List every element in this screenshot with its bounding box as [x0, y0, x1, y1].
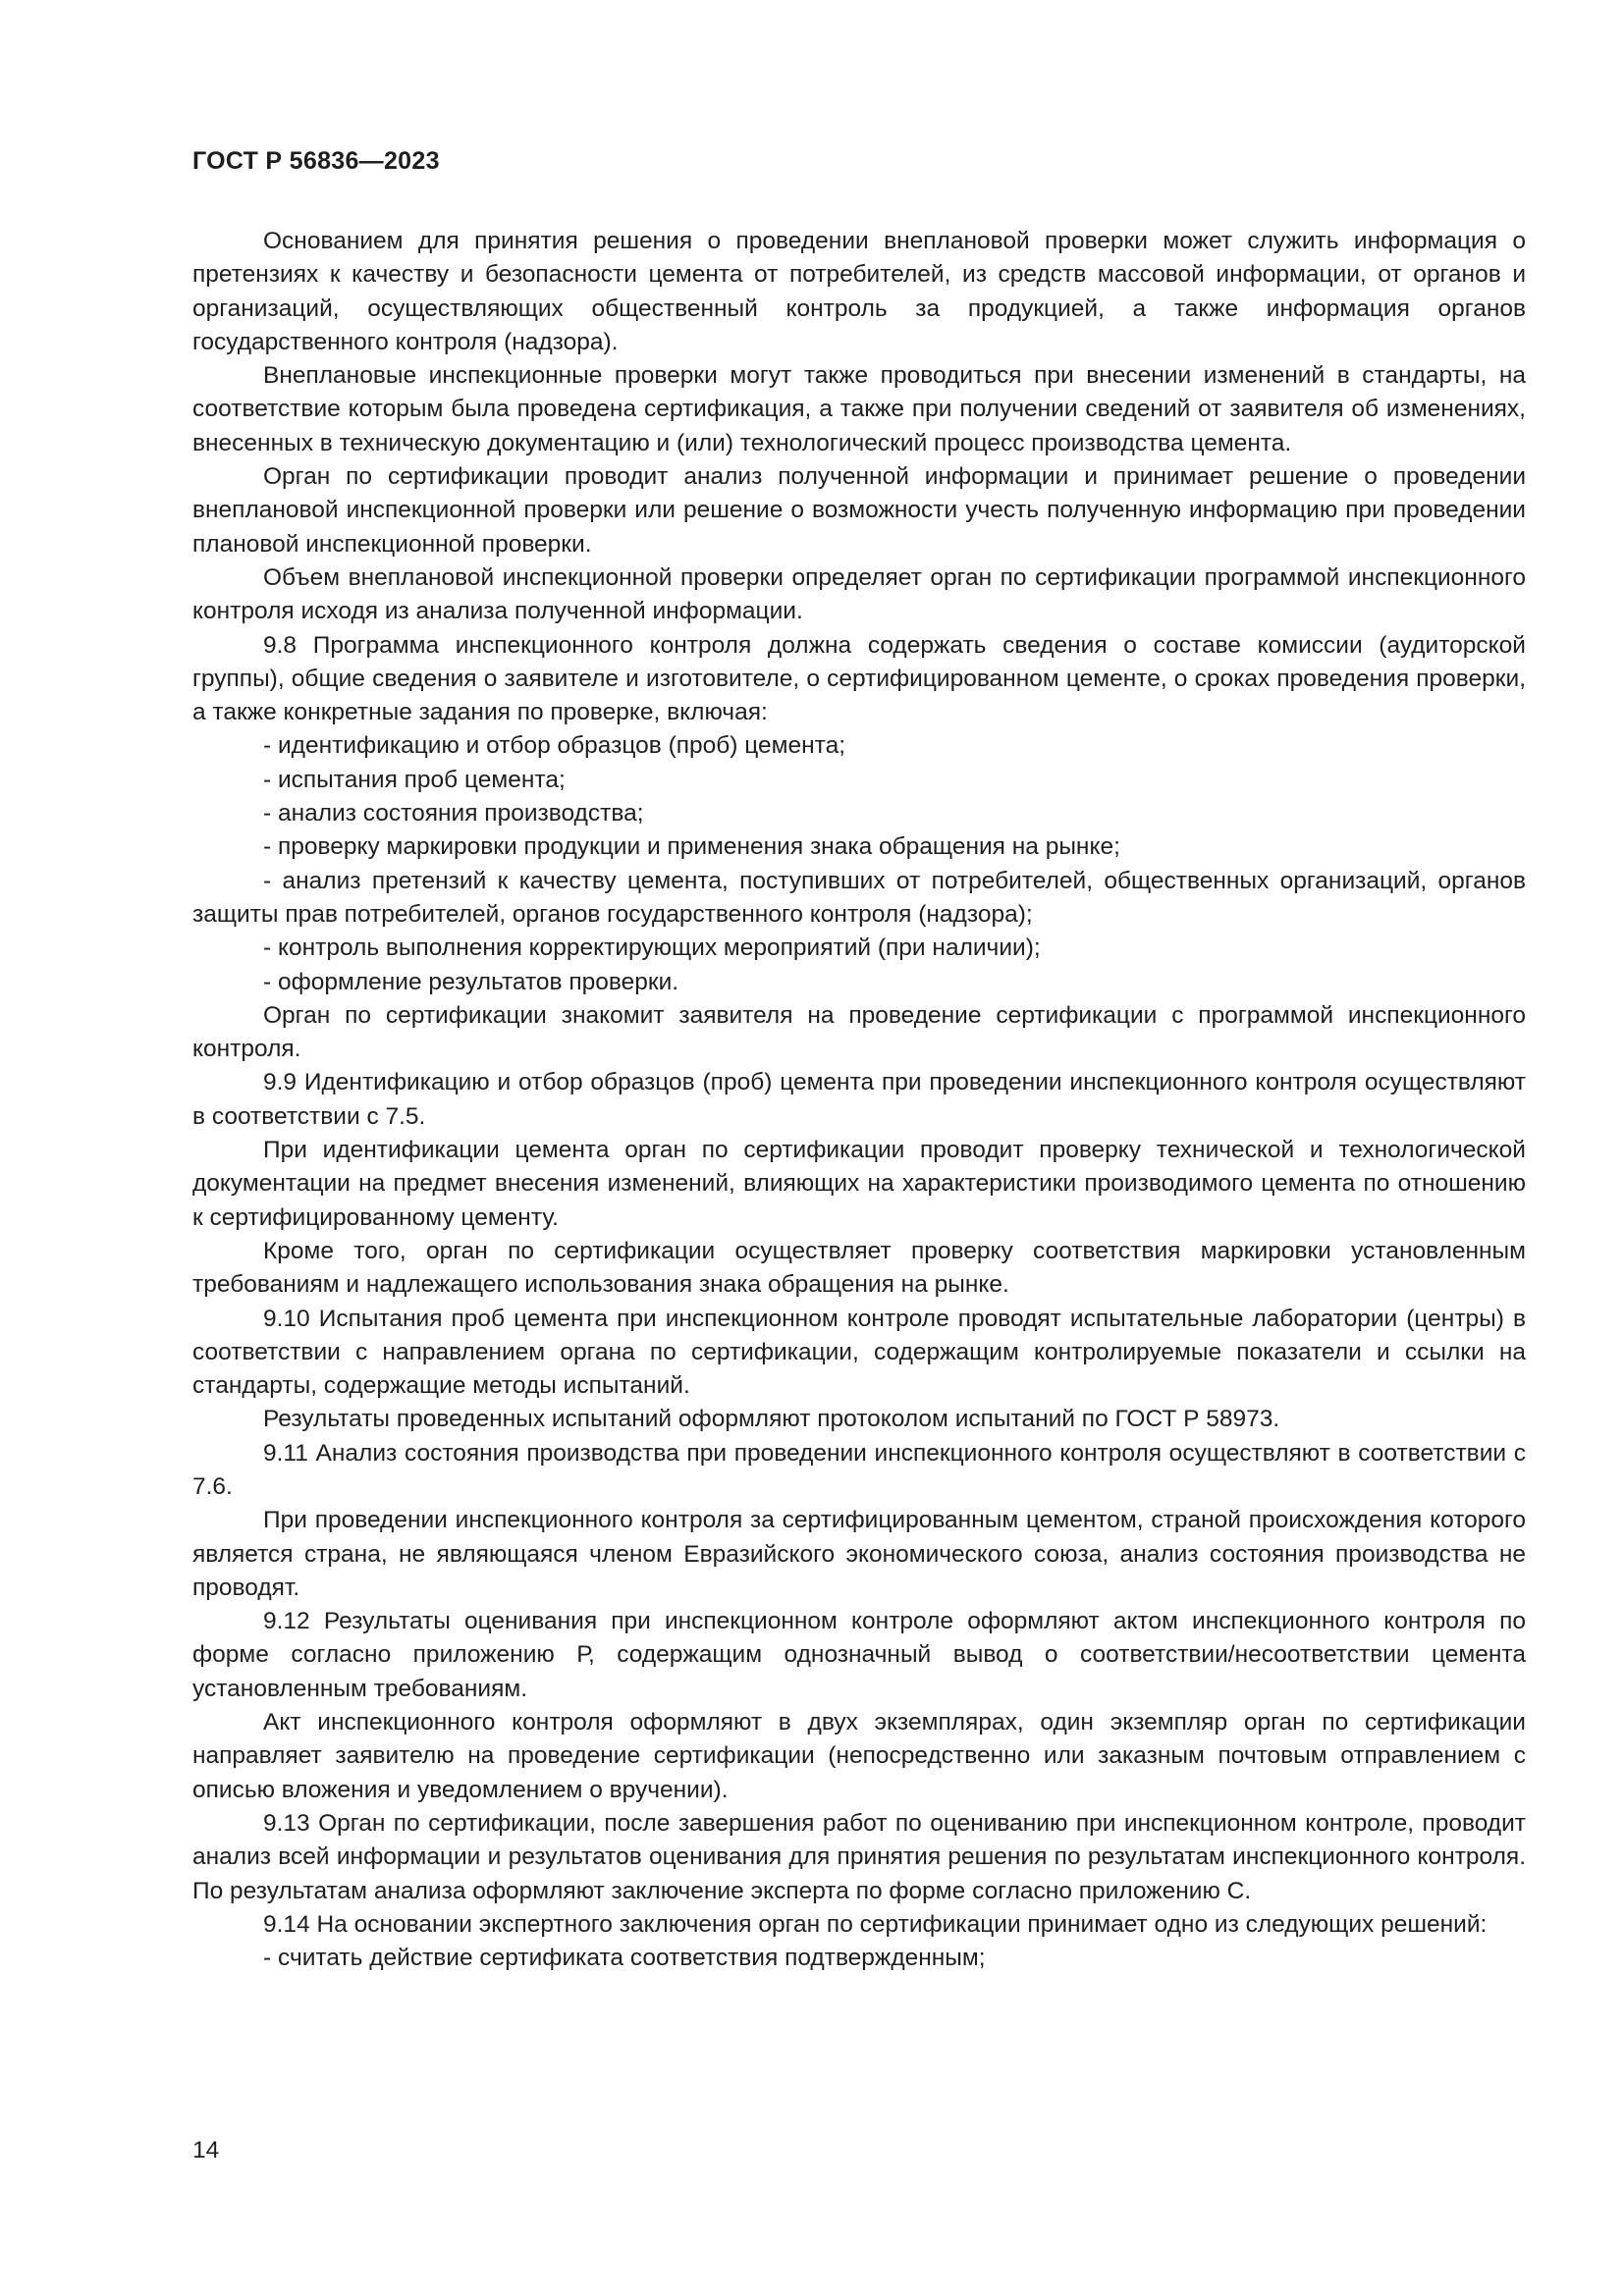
- page-number: 14: [192, 2137, 220, 2163]
- list-item: - проверку маркировки продукции и применения знака обращения на рынке;: [263, 833, 1120, 861]
- list-item: - контроль выполнения корректирующих мероприятий (при наличии);: [263, 934, 1041, 962]
- list-item: - считать действие сертификата соответствия подтвержденным;: [263, 1945, 986, 1972]
- list-item: - идентификацию и отбор образцов (проб) цемента;: [263, 732, 846, 760]
- paragraph-clause-9-10: 9.10 Испытания проб цемента при инспекционном контроле проводят испытательные лаборатории (центры) в соответствии с направлением органа по сертификации, содержащим контролируемые показатели и ссылки на стандарты, содержащие методы испытаний.: [192, 1305, 1526, 1400]
- paragraph: При идентификации цемента орган по сертификации проводит проверку технической и технологической документации на предмет внесения изменений, влияющих на характеристики производимого цемента по отношению к сертифицированному цементу.: [192, 1137, 1526, 1231]
- paragraph: Внеплановые инспекционные проверки могут также проводиться при внесении изменений в стандарты, на соответствие которым была проведена сертификация, а также при получении сведений от заявителя об изменениях, внесенных в техническую документацию и (или) технологический процесс производства цемента.: [192, 362, 1526, 456]
- list-item: - оформление результатов проверки.: [263, 968, 679, 995]
- paragraph-clause-9-11: 9.11 Анализ состояния производства при проведении инспекционного контроля осуществляют в соответствии с 7.6.: [192, 1439, 1526, 1500]
- paragraph: Орган по сертификации знакомит заявителя на проведение сертификации с программой инспекционного контроля.: [192, 1001, 1526, 1063]
- paragraph-clause-9-13: 9.13 Орган по сертификации, после завершения работ по оцениванию при инспекционном контроле, проводит анализ всей информации и результатов оценивания для принятия решения по результатам инспекционного контроля. По результатам анализа оформляют заключение эксперта по форме согласно приложению С.: [192, 1809, 1526, 1904]
- paragraph: Кроме того, орган по сертификации осуществляет проверку соответствия маркировки установленным требованиям и надлежащего использования знака обращения на рынке.: [192, 1237, 1526, 1299]
- list-item: - анализ претензий к качеству цемента, поступивших от потребителей, общественных организаций, органов защиты прав потребителей, органов государственного контроля (надзора);: [192, 867, 1526, 928]
- paragraph: Результаты проведенных испытаний оформляют протоколом испытаний по ГОСТ Р 58973.: [263, 1406, 1280, 1433]
- paragraph: Орган по сертификации проводит анализ полученной информации и принимает решение о проведении внеплановой инспекционной проверки или решение о возможности учесть полученную информацию при проведении плановой инспекционной проверки.: [192, 463, 1526, 558]
- paragraph: Основанием для принятия решения о проведении внеплановой проверки может служить информация о претензиях к качеству и безопасности цемента от потребителей, из средств массовой информации, от органов и организаций, осуществляющих общественный контроль за продукцией, а также информация органов государственного контроля (надзора).: [192, 228, 1526, 355]
- document-body: [192, 225, 1526, 1975]
- paragraph-clause-9-9: 9.9 Идентификацию и отбор образцов (проб) цемента при проведении инспекционного контроля осуществляют в соответствии с 7.5.: [192, 1069, 1526, 1130]
- paragraph-clause-9-8: 9.8 Программа инспекционного контроля должна содержать сведения о составе комиссии (аудиторской группы), общие сведения о заявителе и изготовителе, о сертифицированном цементе, о сроках проведения проверки, а также конкретные задания по проверке, включая:: [192, 631, 1526, 726]
- paragraph-clause-9-12: 9.12 Результаты оценивания при инспекционном контроле оформляют актом инспекционного контроля по форме согласно приложению Р, содержащим однозначный вывод о соответствии/несоответствии цемента установленным требованиям.: [192, 1608, 1526, 1702]
- list-item: - испытания проб цемента;: [263, 766, 566, 793]
- paragraph-clause-9-14: 9.14 На основании экспертного заключения орган по сертификации принимает одно из следующих решений:: [263, 1910, 1488, 1938]
- list-item: - анализ состояния производства;: [263, 800, 644, 828]
- paragraph: Объем внеплановой инспекционной проверки определяет орган по сертификации программой инспекционного контроля исходя из анализа полученной информации.: [192, 563, 1526, 625]
- paragraph: Акт инспекционного контроля оформляют в двух экземплярах, один экземпляр орган по сертификации направляет заявителю на проведение сертификации (непосредственно или заказным почтовым отправлением с описью вложения и уведомлением о вручении).: [192, 1709, 1526, 1803]
- paragraph: При проведении инспекционного контроля за сертифицированным цементом, страной происхождения которого является страна, не являющаяся членом Евразийского экономического союза, анализ состояния производства не проводят.: [192, 1507, 1526, 1601]
- document-header: ГОСТ Р 56836—2023: [192, 147, 440, 175]
